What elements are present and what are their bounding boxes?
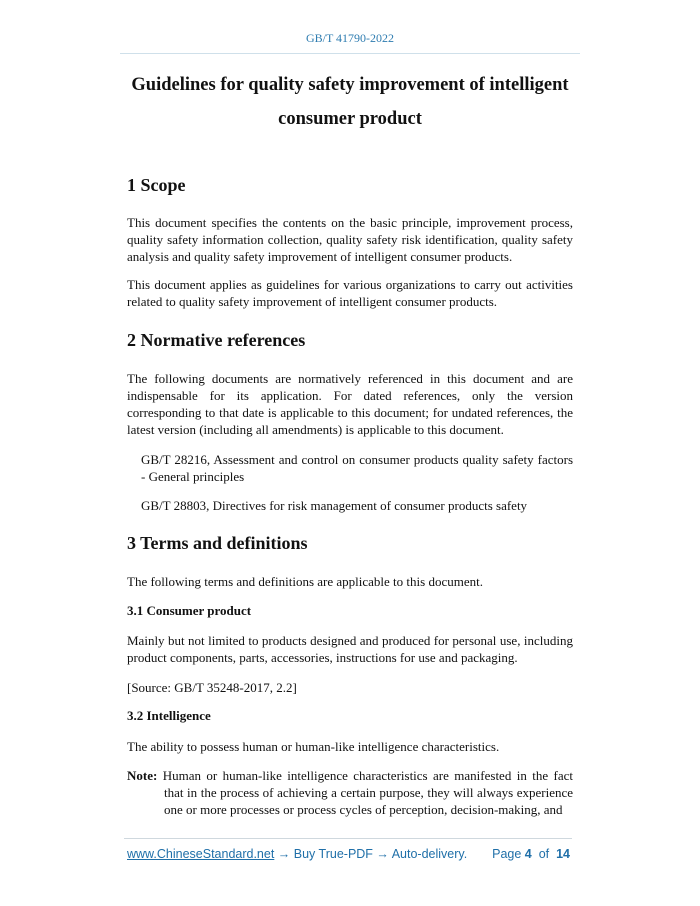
note-label: Note: [127,768,158,783]
note-text: Human or human-like intelligence characteristics are manifested in the fact that in the process of achieving a certain purpose, they will always experience one or more processes or process cycles of perception, decision-making, and [162,768,573,817]
footer-promo: → Buy True-PDF → Auto-delivery. [274,847,468,861]
document-title-line2: consumer product [278,109,422,129]
term-heading-intelligence: 3.2 Intelligence [127,708,211,723]
page-label: Page [492,847,522,861]
page-indicator [492,847,570,861]
normative-paragraph: The following documents are normatively referenced in this document and are indispensable for its application. For dated references, only the version corresponding to that date is applicable to this document; for undated references, the latest version (including all amendments) is applicable to this document. [127,371,573,437]
terms-intro: The following terms and definitions are applicable to this document. [127,574,483,589]
document-title-line1: Guidelines for quality safety improvement of intelligent [131,75,569,95]
section-heading-normative-references: 2 Normative references [127,330,306,350]
page-total: 14 [556,847,570,861]
term-definition-consumer-product: Mainly but not limited to products designed and produced for personal use, including product components, parts, accessories, instructions for use and packaging. [127,633,573,665]
header-divider [120,53,580,54]
standard-number-header: GB/T 41790-2022 [305,31,395,45]
website-link[interactable]: www.ChineseStandard.net [127,847,275,861]
footer [127,847,570,861]
page-of: of [538,847,550,861]
section-heading-terms: 3 Terms and definitions [127,533,308,553]
term-definition-intelligence: The ability to possess human or human-like intelligence characteristics. [127,739,500,754]
term-source: [Source: GB/T 35248-2017, 2.2] [127,680,297,695]
reference-item: GB/T 28216, Assessment and control on consumer products quality safety factors - General principles [141,452,573,484]
note-block [127,767,573,818]
page-current: 4 [524,847,532,861]
scope-paragraph-1: This document specifies the contents on the basic principle, improvement process, quality safety information collection, quality safety risk identification, quality safety analysis and quality safety improvement of intelligent consumer products. [127,215,573,264]
reference-item: GB/T 28803, Directives for risk management of consumer products safety [141,498,528,513]
scope-paragraph-2: This document applies as guidelines for various organizations to carry out activities related to quality safety improvement of intelligent consumer products. [127,277,573,309]
footer-divider [124,838,572,839]
section-heading-scope: 1 Scope [127,175,186,195]
term-heading-consumer-product: 3.1 Consumer product [127,603,252,618]
